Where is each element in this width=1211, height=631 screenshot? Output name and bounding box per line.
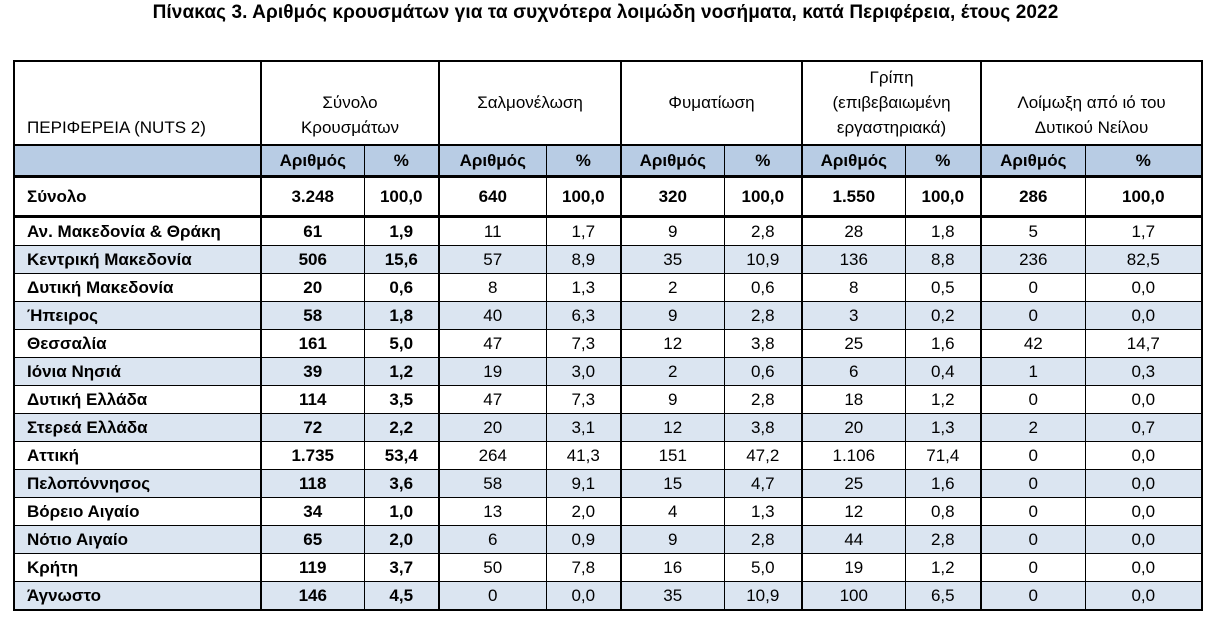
cell-percent: 0,0 [1085, 498, 1202, 526]
cell-percent: 7,3 [546, 386, 621, 414]
cell-percent: 2,0 [364, 526, 439, 554]
cell-percent: 2,8 [724, 386, 802, 414]
group-header-tuberculosis: Φυματίωση [621, 61, 802, 145]
cell-percent: 7,8 [546, 554, 621, 582]
cell-count: 34 [261, 498, 364, 526]
subheader-pct: % [1085, 145, 1202, 177]
table-row [14, 386, 1202, 414]
cell-percent: 1,2 [364, 358, 439, 386]
region-name: Αττική [14, 442, 261, 470]
cell-percent: 1,6 [905, 470, 981, 498]
cell-percent: 100,0 [364, 177, 439, 217]
subheader-count: Αριθμός [802, 145, 905, 177]
cell-count: 0 [981, 386, 1085, 414]
cell-percent: 0,3 [1085, 358, 1202, 386]
region-name: Θεσσαλία [14, 330, 261, 358]
cell-count: 4 [621, 498, 724, 526]
cell-count: 0 [439, 582, 546, 611]
header-row [14, 61, 1202, 145]
cell-count: 5 [981, 217, 1085, 246]
region-name: Δυτική Μακεδονία [14, 274, 261, 302]
subheader-count: Αριθμός [439, 145, 546, 177]
cell-count: 35 [621, 246, 724, 274]
cell-count: 35 [621, 582, 724, 611]
table-row [14, 554, 1202, 582]
cell-count: 1 [981, 358, 1085, 386]
cell-percent: 2,0 [546, 498, 621, 526]
table-row [14, 582, 1202, 611]
cell-count: 2 [621, 358, 724, 386]
cell-percent: 1,2 [905, 386, 981, 414]
cell-percent: 6,5 [905, 582, 981, 611]
cell-percent: 100,0 [905, 177, 981, 217]
table-row [14, 470, 1202, 498]
cell-percent: 0,0 [1085, 442, 1202, 470]
cell-count: 3 [802, 302, 905, 330]
cell-percent: 1,7 [546, 217, 621, 246]
cell-count: 118 [261, 470, 364, 498]
cell-count: 58 [261, 302, 364, 330]
cell-percent: 0,0 [1085, 386, 1202, 414]
cell-count: 3.248 [261, 177, 364, 217]
table-row [14, 526, 1202, 554]
cell-percent: 8,8 [905, 246, 981, 274]
region-name: Βόρειο Αιγαίο [14, 498, 261, 526]
region-name: Δυτική Ελλάδα [14, 386, 261, 414]
cell-count: 19 [439, 358, 546, 386]
cell-percent: 2,8 [724, 526, 802, 554]
cell-percent: 1,7 [1085, 217, 1202, 246]
cell-percent: 0,6 [364, 274, 439, 302]
cell-percent: 2,8 [905, 526, 981, 554]
cell-count: 20 [802, 414, 905, 442]
cell-percent: 100,0 [1085, 177, 1202, 217]
cell-percent: 3,7 [364, 554, 439, 582]
cell-count: 146 [261, 582, 364, 611]
cell-percent: 1,8 [905, 217, 981, 246]
group-header-west-nile: Λοίμωξη από ιό του Δυτικού Νείλου [981, 61, 1202, 145]
cell-count: 136 [802, 246, 905, 274]
cell-percent: 1,3 [546, 274, 621, 302]
cell-percent: 5,0 [724, 554, 802, 582]
cell-count: 8 [439, 274, 546, 302]
cell-count: 72 [261, 414, 364, 442]
cell-count: 1.550 [802, 177, 905, 217]
cell-percent: 0,0 [546, 582, 621, 611]
region-name: Νότιο Αιγαίο [14, 526, 261, 554]
cell-percent: 1,6 [905, 330, 981, 358]
cell-count: 264 [439, 442, 546, 470]
cell-count: 236 [981, 246, 1085, 274]
cell-percent: 2,8 [724, 217, 802, 246]
subheader-count: Αριθμός [621, 145, 724, 177]
cell-count: 286 [981, 177, 1085, 217]
cell-count: 16 [621, 554, 724, 582]
cell-count: 12 [802, 498, 905, 526]
table-row [14, 442, 1202, 470]
cell-percent: 4,7 [724, 470, 802, 498]
cell-percent: 3,8 [724, 330, 802, 358]
group-header-salmonellosis: Σαλμονέλωση [439, 61, 621, 145]
cell-percent: 47,2 [724, 442, 802, 470]
subheader-pct: % [364, 145, 439, 177]
cell-count: 65 [261, 526, 364, 554]
subheader-pct: % [546, 145, 621, 177]
cell-percent: 0,0 [1085, 470, 1202, 498]
subheader-pct: % [724, 145, 802, 177]
cell-percent: 10,9 [724, 246, 802, 274]
cell-count: 506 [261, 246, 364, 274]
region-name: Ιόνια Νησιά [14, 358, 261, 386]
cell-percent: 6,3 [546, 302, 621, 330]
data-table [13, 60, 1203, 611]
region-name: Πελοπόννησος [14, 470, 261, 498]
cell-percent: 0,5 [905, 274, 981, 302]
cell-count: 151 [621, 442, 724, 470]
cell-percent: 0,0 [1085, 582, 1202, 611]
region-name: Ήπειρος [14, 302, 261, 330]
cell-percent: 1,9 [364, 217, 439, 246]
cell-percent: 15,6 [364, 246, 439, 274]
cell-count: 2 [621, 274, 724, 302]
cell-percent: 0,6 [724, 358, 802, 386]
cell-percent: 7,3 [546, 330, 621, 358]
cell-percent: 0,7 [1085, 414, 1202, 442]
cell-percent: 4,5 [364, 582, 439, 611]
cell-percent: 0,0 [1085, 554, 1202, 582]
cell-percent: 82,5 [1085, 246, 1202, 274]
table-row [14, 498, 1202, 526]
subheader-pct: % [905, 145, 981, 177]
cell-percent: 3,5 [364, 386, 439, 414]
region-name: Αν. Μακεδονία & Θράκη [14, 217, 261, 246]
cell-percent: 1,2 [905, 554, 981, 582]
cell-percent: 0,9 [546, 526, 621, 554]
group-header-influenza: Γρίπη (επιβεβαιωμένη εργαστηριακά) [802, 61, 981, 145]
cell-count: 50 [439, 554, 546, 582]
cell-percent: 0,0 [1085, 302, 1202, 330]
cell-count: 57 [439, 246, 546, 274]
cell-percent: 3,1 [546, 414, 621, 442]
cell-percent: 0,4 [905, 358, 981, 386]
subheader-blank [14, 145, 261, 177]
cell-count: 11 [439, 217, 546, 246]
cell-count: 0 [981, 470, 1085, 498]
cell-percent: 0,2 [905, 302, 981, 330]
table-row [14, 274, 1202, 302]
cell-count: 19 [802, 554, 905, 582]
cell-count: 161 [261, 330, 364, 358]
cell-count: 0 [981, 582, 1085, 611]
region-name: Κεντρική Μακεδονία [14, 246, 261, 274]
cell-count: 47 [439, 386, 546, 414]
cell-percent: 9,1 [546, 470, 621, 498]
table-title: Πίνακας 3. Αριθμός κρουσμάτων για τα συχνότερα λοιμώδη νοσήματα, κατά Περιφέρεια, έτους 2022 [152, 2, 1059, 23]
region-name: Στερεά Ελλάδα [14, 414, 261, 442]
cell-percent: 3,0 [546, 358, 621, 386]
cell-percent: 71,4 [905, 442, 981, 470]
cell-count: 6 [439, 526, 546, 554]
table-row [14, 414, 1202, 442]
cell-count: 47 [439, 330, 546, 358]
cell-percent: 100,0 [724, 177, 802, 217]
cell-count: 15 [621, 470, 724, 498]
cell-count: 44 [802, 526, 905, 554]
cell-percent: 10,9 [724, 582, 802, 611]
cell-count: 12 [621, 414, 724, 442]
cell-count: 18 [802, 386, 905, 414]
cell-count: 0 [981, 498, 1085, 526]
total-row [14, 177, 1202, 217]
cell-count: 9 [621, 302, 724, 330]
cell-count: 0 [981, 554, 1085, 582]
cell-percent: 2,2 [364, 414, 439, 442]
cell-percent: 0,0 [1085, 274, 1202, 302]
cell-count: 9 [621, 217, 724, 246]
cell-count: 12 [621, 330, 724, 358]
cell-count: 1.735 [261, 442, 364, 470]
cell-percent: 0,0 [1085, 526, 1202, 554]
cell-count: 2 [981, 414, 1085, 442]
region-name: Άγνωστο [14, 582, 261, 611]
cell-percent: 5,0 [364, 330, 439, 358]
cell-count: 0 [981, 526, 1085, 554]
table-row [14, 302, 1202, 330]
cell-count: 20 [439, 414, 546, 442]
cell-percent: 1,8 [364, 302, 439, 330]
cell-percent: 8,9 [546, 246, 621, 274]
cell-count: 6 [802, 358, 905, 386]
cell-count: 9 [621, 386, 724, 414]
cell-count: 25 [802, 470, 905, 498]
cell-percent: 3,6 [364, 470, 439, 498]
cell-count: 320 [621, 177, 724, 217]
cell-count: 0 [981, 442, 1085, 470]
subheader-row [14, 145, 1202, 177]
region-name: Κρήτη [14, 554, 261, 582]
cell-percent: 14,7 [1085, 330, 1202, 358]
subheader-count: Αριθμός [261, 145, 364, 177]
cell-count: 40 [439, 302, 546, 330]
table-row [14, 217, 1202, 246]
cell-count: 25 [802, 330, 905, 358]
cell-count: 119 [261, 554, 364, 582]
cell-count: 58 [439, 470, 546, 498]
cell-percent: 41,3 [546, 442, 621, 470]
cell-count: 20 [261, 274, 364, 302]
region-header: ΠΕΡΙΦΕΡΕΙΑ (NUTS 2) [14, 61, 261, 145]
cell-count: 61 [261, 217, 364, 246]
cell-percent: 1,0 [364, 498, 439, 526]
cell-count: 8 [802, 274, 905, 302]
cell-count: 42 [981, 330, 1085, 358]
cell-count: 39 [261, 358, 364, 386]
table-row [14, 358, 1202, 386]
table-row [14, 330, 1202, 358]
cell-percent: 100,0 [546, 177, 621, 217]
cell-percent: 1,3 [905, 414, 981, 442]
table-row [14, 246, 1202, 274]
group-header-total: Σύνολο Κρουσμάτων [261, 61, 439, 145]
cell-percent: 53,4 [364, 442, 439, 470]
cell-count: 114 [261, 386, 364, 414]
subheader-count: Αριθμός [981, 145, 1085, 177]
cell-count: 100 [802, 582, 905, 611]
cell-count: 13 [439, 498, 546, 526]
cell-count: 28 [802, 217, 905, 246]
region-name: Σύνολο [14, 177, 261, 217]
cell-count: 1.106 [802, 442, 905, 470]
cell-count: 0 [981, 302, 1085, 330]
cell-percent: 1,3 [724, 498, 802, 526]
cell-count: 0 [981, 274, 1085, 302]
cell-count: 640 [439, 177, 546, 217]
cell-percent: 0,8 [905, 498, 981, 526]
cell-percent: 0,6 [724, 274, 802, 302]
cell-count: 9 [621, 526, 724, 554]
cell-percent: 3,8 [724, 414, 802, 442]
cell-percent: 2,8 [724, 302, 802, 330]
